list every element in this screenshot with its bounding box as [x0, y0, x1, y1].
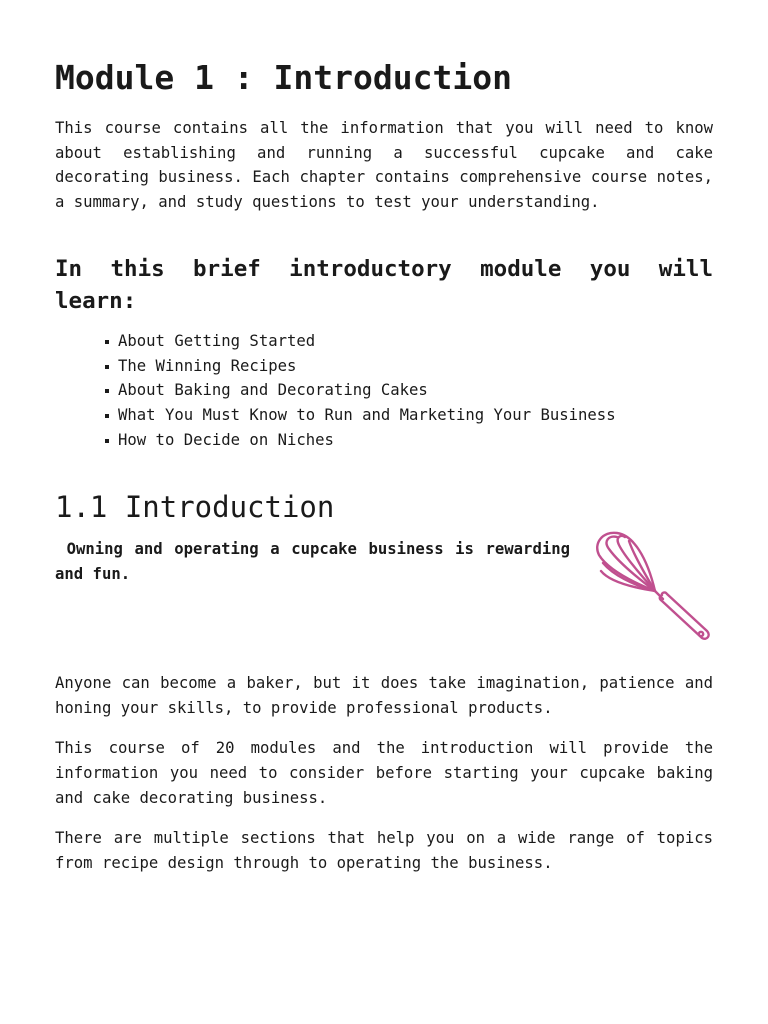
list-item: About Getting Started: [105, 329, 713, 354]
lead-text: Owning and operating a cupcake business is rewarding and fun.: [55, 539, 570, 583]
whisk-icon: [595, 531, 713, 649]
body-paragraph: This course of 20 modules and the introduction will provide the information you need to consider before starting your cupcake baking and cake decorating business.: [55, 739, 713, 807]
body-paragraph: Anyone can become a baker, but it does take imagination, patience and honing your skills, to provide professional products.: [55, 673, 713, 717]
module-title: Module 1 : Introduction: [55, 58, 512, 97]
lead-row: [55, 537, 713, 667]
intro-paragraph: This course contains all the information that you will need to know about establishing and running a successful cupcake and cake decorating business. Each chapter contains comprehensive course notes, a summary, and study questions to test your understanding.: [55, 119, 713, 212]
list-item: How to Decide on Niches: [105, 428, 713, 453]
learn-list: [55, 329, 713, 453]
list-item: The Winning Recipes: [105, 354, 713, 379]
body-paragraph: There are multiple sections that help you on a wide range of topics from recipe design through to operating the business.: [55, 829, 713, 873]
list-item: What You Must Know to Run and Marketing Your Business: [105, 403, 713, 428]
list-item: About Baking and Decorating Cakes: [105, 378, 713, 403]
section-heading: 1.1 Introduction: [55, 489, 335, 524]
learn-heading: In this brief introductory module you will learn:: [55, 255, 713, 314]
